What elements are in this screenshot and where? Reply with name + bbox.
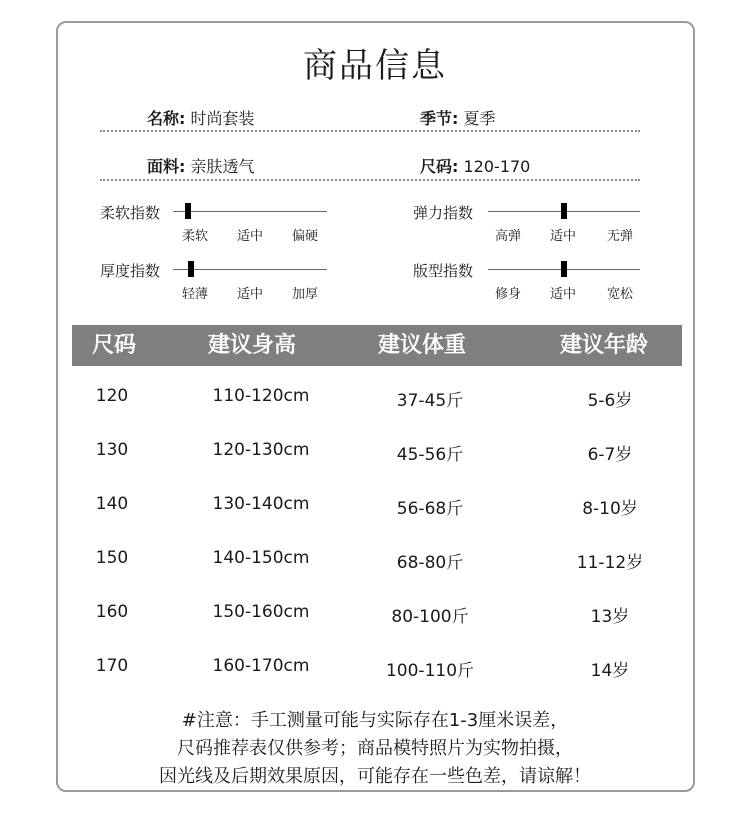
name-key: 名称: (147, 109, 186, 128)
table-cell: 140-150cm (212, 548, 310, 568)
note-line-1: #注意：手工测量可能与实际存在1-3厘米误差， (181, 710, 569, 731)
table-cell: 150-160cm (212, 602, 310, 622)
size-table-header (72, 325, 682, 366)
table-cell: 130 (95, 440, 129, 460)
table-cell: 150 (95, 548, 129, 568)
table-cell: 160 (95, 602, 129, 622)
table-cell: 5-6岁 (587, 391, 633, 411)
fabric-key: 面料: (147, 157, 186, 176)
scale-tick-label: 加厚 (291, 287, 318, 302)
scale-tick-label: 适中 (549, 287, 576, 302)
size-value: 120-170 (463, 157, 531, 176)
table-cell: 13岁 (590, 607, 630, 627)
size-key: 尺码: (420, 157, 459, 176)
dotted-divider (100, 179, 640, 181)
table-cell: 170 (95, 656, 129, 676)
scale-label: 版型指数 (413, 262, 474, 280)
scale-tick-label: 修身 (494, 287, 521, 302)
dotted-divider (100, 130, 640, 132)
table-cell: 130-140cm (212, 494, 310, 514)
fabric-value: 亲肤透气 (190, 157, 255, 176)
table-cell: 6-7岁 (587, 445, 633, 465)
header-size: 尺码 (92, 333, 137, 358)
scale-tick-label: 适中 (549, 229, 576, 244)
table-cell: 140 (95, 494, 129, 514)
name-value: 时尚套装 (190, 109, 255, 128)
scale-tick-label: 无弹 (606, 229, 633, 244)
header-age: 建议年龄 (560, 333, 649, 358)
table-cell: 45-56斤 (396, 445, 464, 465)
table-cell: 120-130cm (212, 440, 310, 460)
scale-tick-label: 适中 (236, 229, 263, 244)
scale-label: 弹力指数 (413, 204, 474, 222)
table-cell: 37-45斤 (396, 391, 464, 411)
scale-tick-label: 偏硬 (291, 229, 318, 244)
scale-label: 柔软指数 (100, 204, 161, 222)
scale-marker (561, 203, 567, 219)
season-value: 夏季 (463, 109, 496, 128)
scale-tick-label: 轻薄 (181, 287, 208, 302)
scale-tick-label: 宽松 (606, 287, 633, 302)
scale-track (173, 269, 327, 270)
scale-track (173, 211, 327, 212)
fabric-field (147, 154, 255, 177)
table-cell: 14岁 (590, 661, 630, 681)
table-cell: 8-10岁 (582, 499, 638, 519)
name-field (147, 106, 255, 129)
scale-tick-label: 适中 (236, 287, 263, 302)
note-line-2: 尺码推荐表仅供参考；商品模特照片为实物拍摄， (177, 738, 573, 759)
table-cell: 100-110斤 (385, 661, 475, 681)
season-key: 季节: (420, 109, 459, 128)
scale-marker (561, 261, 567, 277)
scale-tick-label: 高弹 (494, 229, 521, 244)
page-title: 商品信息 (303, 46, 447, 86)
note-line-3: 因光线及后期效果原因，可能存在一些色差，请谅解！ (159, 766, 591, 787)
table-cell: 80-100斤 (391, 607, 469, 627)
scale-label: 厚度指数 (100, 262, 161, 280)
table-cell: 11-12岁 (576, 553, 644, 573)
scale-marker (188, 261, 194, 277)
size-field (420, 154, 530, 177)
season-field (420, 106, 496, 129)
table-cell: 160-170cm (212, 656, 310, 676)
table-cell: 56-68斤 (396, 499, 464, 519)
header-height: 建议身高 (208, 333, 297, 358)
scale-marker (185, 203, 191, 219)
table-cell: 68-80斤 (396, 553, 464, 573)
table-cell: 110-120cm (212, 386, 310, 406)
table-cell: 120 (95, 386, 129, 406)
scale-tick-label: 柔软 (181, 229, 208, 244)
header-weight: 建议体重 (378, 333, 467, 358)
